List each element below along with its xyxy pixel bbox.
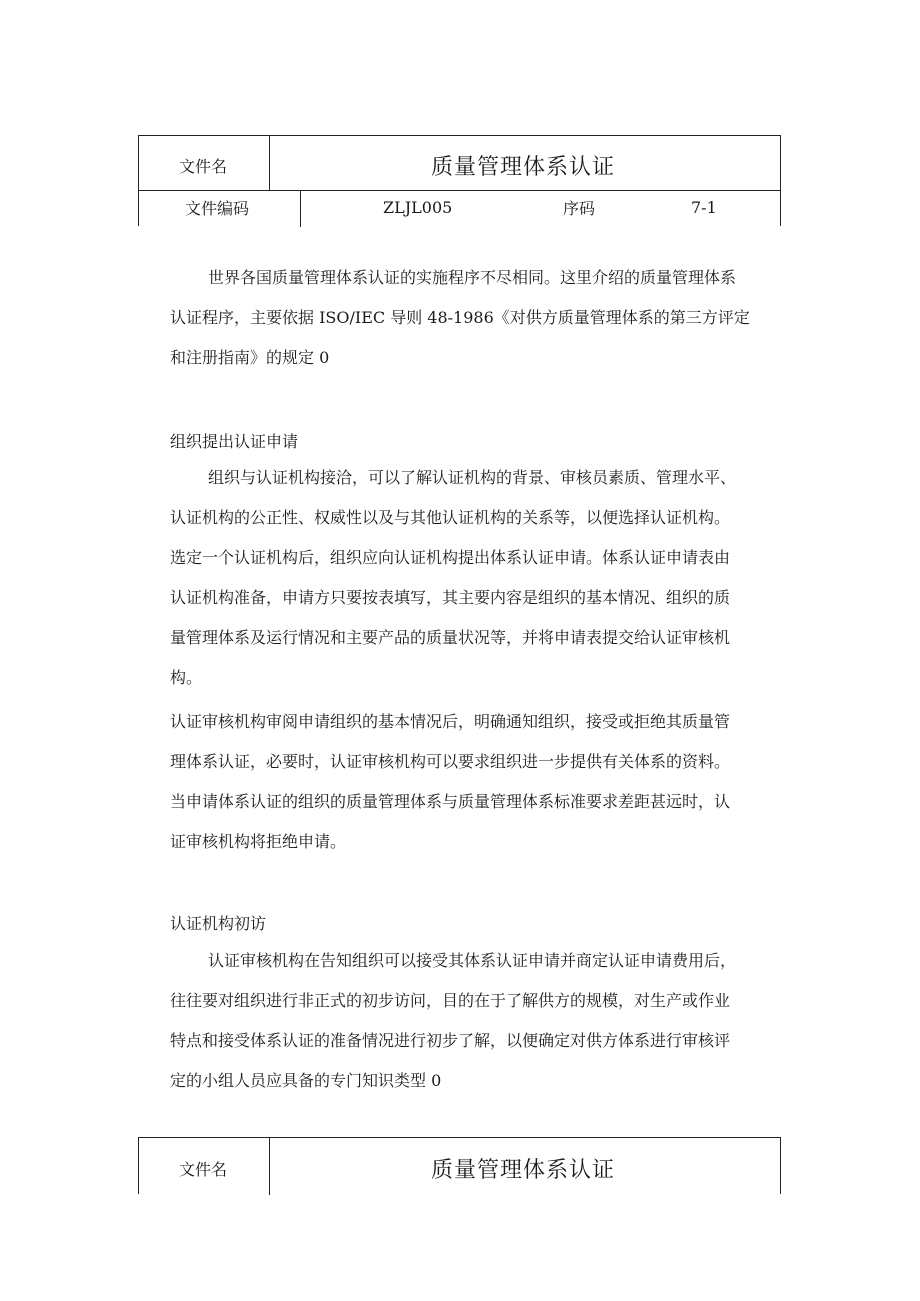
file-name-label: 文件名 bbox=[179, 157, 228, 176]
paragraph-line: 量管理体系及运行情况和主要产品的质量状况等，并将申请表提交给认证审核机 bbox=[170, 628, 731, 647]
document-header-table bbox=[138, 135, 781, 226]
file-name-label: 文件名 bbox=[179, 1160, 228, 1179]
intro-paragraph bbox=[170, 258, 770, 378]
paragraph-line: 组织与认证机构接洽，可以了解认证机构的背景、审核员素质、管理水平、 bbox=[208, 468, 737, 487]
header-divider bbox=[269, 136, 270, 190]
paragraph-line: 选定一个认证机构后，组织应向认证机构提出体系认证申请。体系认证申请表由 bbox=[170, 548, 731, 567]
intro-line: 和注册指南》的规定 0 bbox=[170, 348, 330, 367]
paragraph-line: 理体系认证，必要时，认证审核机构可以要求组织进一步提供有关体系的资料。 bbox=[170, 752, 731, 771]
header-row-file-name bbox=[139, 1138, 780, 1195]
next-page-header-table bbox=[138, 1137, 781, 1194]
header-divider bbox=[300, 190, 301, 227]
paragraph-line: 认证审核机构在告知组织可以接受其体系认证申请并商定认证申请费用后， bbox=[208, 951, 737, 970]
paragraph-line: 定的小组人员应具备的专门知识类型 0 bbox=[170, 1071, 442, 1090]
paragraph-line: 特点和接受体系认证的准备情况进行初步了解，以便确定对供方体系进行审核评 bbox=[170, 1031, 731, 1050]
paragraph-line: 认证机构的公正性、权威性以及与其他认证机构的关系等，以便选择认证机构。 bbox=[170, 508, 731, 527]
file-code-label: 文件编码 bbox=[185, 199, 250, 218]
section2-paragraph bbox=[170, 941, 770, 1101]
file-code-value: ZLJL005 bbox=[383, 198, 453, 217]
section1-paragraph2 bbox=[170, 702, 770, 862]
seq-value: 7-1 bbox=[691, 198, 717, 217]
paragraph-line: 认证机构准备，申请方只要按表填写，其主要内容是组织的基本情况、组织的质 bbox=[170, 588, 731, 607]
section1-paragraph1 bbox=[170, 458, 770, 698]
header-divider bbox=[269, 1138, 270, 1195]
file-name-value: 质量管理体系认证 bbox=[431, 155, 616, 180]
paragraph-line: 往往要对组织进行非正式的初步访问，目的在于了解供方的规模，对生产或作业 bbox=[170, 991, 731, 1010]
section-heading-application: 组织提出认证申请 bbox=[170, 432, 299, 451]
paragraph-line: 构。 bbox=[170, 668, 203, 687]
paragraph-line: 认证审核机构审阅申请组织的基本情况后，明确通知组织，接受或拒绝其质量管 bbox=[170, 712, 731, 731]
paragraph-line: 当申请体系认证的组织的质量管理体系与质量管理体系标准要求差距甚远时，认 bbox=[170, 792, 731, 811]
header-row-file-name bbox=[139, 136, 780, 191]
intro-line: 世界各国质量管理体系认证的实施程序不尽相同。这里介绍的质量管理体系 bbox=[208, 268, 737, 287]
file-name-value: 质量管理体系认证 bbox=[431, 1158, 616, 1183]
seq-label: 序码 bbox=[563, 199, 596, 218]
paragraph-line: 证审核机构将拒绝申请。 bbox=[170, 832, 347, 851]
section-heading-initial-visit: 认证机构初访 bbox=[170, 914, 267, 933]
intro-line: 认证程序，主要依据 ISO/IEC 导则 48-1986《对供方质量管理体系的第三方评定 bbox=[170, 308, 750, 327]
